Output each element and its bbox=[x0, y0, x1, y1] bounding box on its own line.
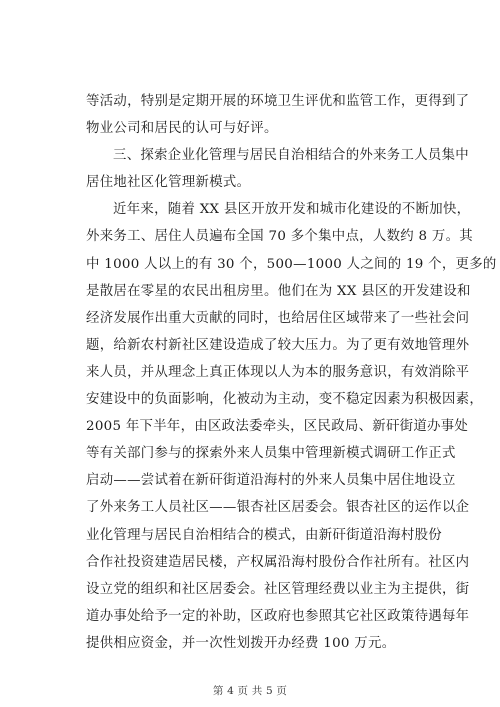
text-line: 外来务工、居住人员遍布全国 70 多个集中点，人数约 8 万。其 bbox=[86, 229, 473, 245]
text-line: 2005 年下半年，由区政法委牵头，区民政局、新矸街道办事处 bbox=[86, 419, 469, 435]
text-line: 道办事处给予一定的补助，区政府也参照其它社区政策待遇每年 bbox=[86, 608, 470, 624]
text-line: 提供相应资金，并一次性划拨开办经费 100 万元。 bbox=[86, 635, 396, 651]
text-line: 是散居在零星的农民出租房里。他们在为 XX 县区的开发建设和 bbox=[86, 283, 471, 299]
text-line: 近年来，随着 XX 县区开放开发和城市化建设的不断加快， bbox=[113, 202, 471, 218]
body-text bbox=[86, 88, 497, 657]
text-line: 安建设中的负面影响，化被动为主动，变不稳定因素为积极因素， bbox=[86, 392, 484, 408]
text-line: 中 1000 人以上的有 30 个，500—1000 人之间的 19 个，更多的 bbox=[86, 256, 497, 272]
text-line: 等活动，特别是定期开展的环境卫生评优和监管工作，更得到了 bbox=[86, 94, 470, 109]
text-line: 题，给新农村新社区建设造成了较大压力。为了更有效地管理外 bbox=[86, 337, 470, 353]
page-number-footer: 第 4 页 共 5 页 bbox=[212, 685, 288, 697]
text-line: 启动——尝试着在新矸街道沿海村的外来人员集中居住地设立 bbox=[86, 473, 456, 489]
text-line: 来人员，并从理念上真正体现以人为本的服务意识，有效消除平 bbox=[86, 364, 470, 380]
section-heading-line: 居住地社区化管理新模式。 bbox=[86, 175, 251, 191]
text-line: 经济发展作出重大贡献的同时，也给居住区域带来了一些社会问 bbox=[86, 310, 470, 326]
text-line: 物业公司和居民的认可与好评。 bbox=[86, 121, 278, 137]
section-heading-line: 三、探索企业化管理与居民自治相结合的外来务工人员集中 bbox=[113, 148, 469, 164]
text-line: 设立党的组织和社区居委会。社区管理经费以业主为主提供，街 bbox=[86, 581, 470, 597]
text-line: 了外来务工人员社区——银杏社区居委会。银杏社区的运作以企 bbox=[86, 500, 470, 516]
text-line: 合作社投资建造居民楼，产权属沿海村股份合作社所有。社区内 bbox=[86, 554, 470, 570]
text-line: 业化管理与居民自治相结合的模式，由新矸街道沿海村股份 bbox=[86, 527, 442, 543]
text-line: 等有关部门参与的探索外来人员集中管理新模式调研工作正式 bbox=[86, 446, 456, 462]
